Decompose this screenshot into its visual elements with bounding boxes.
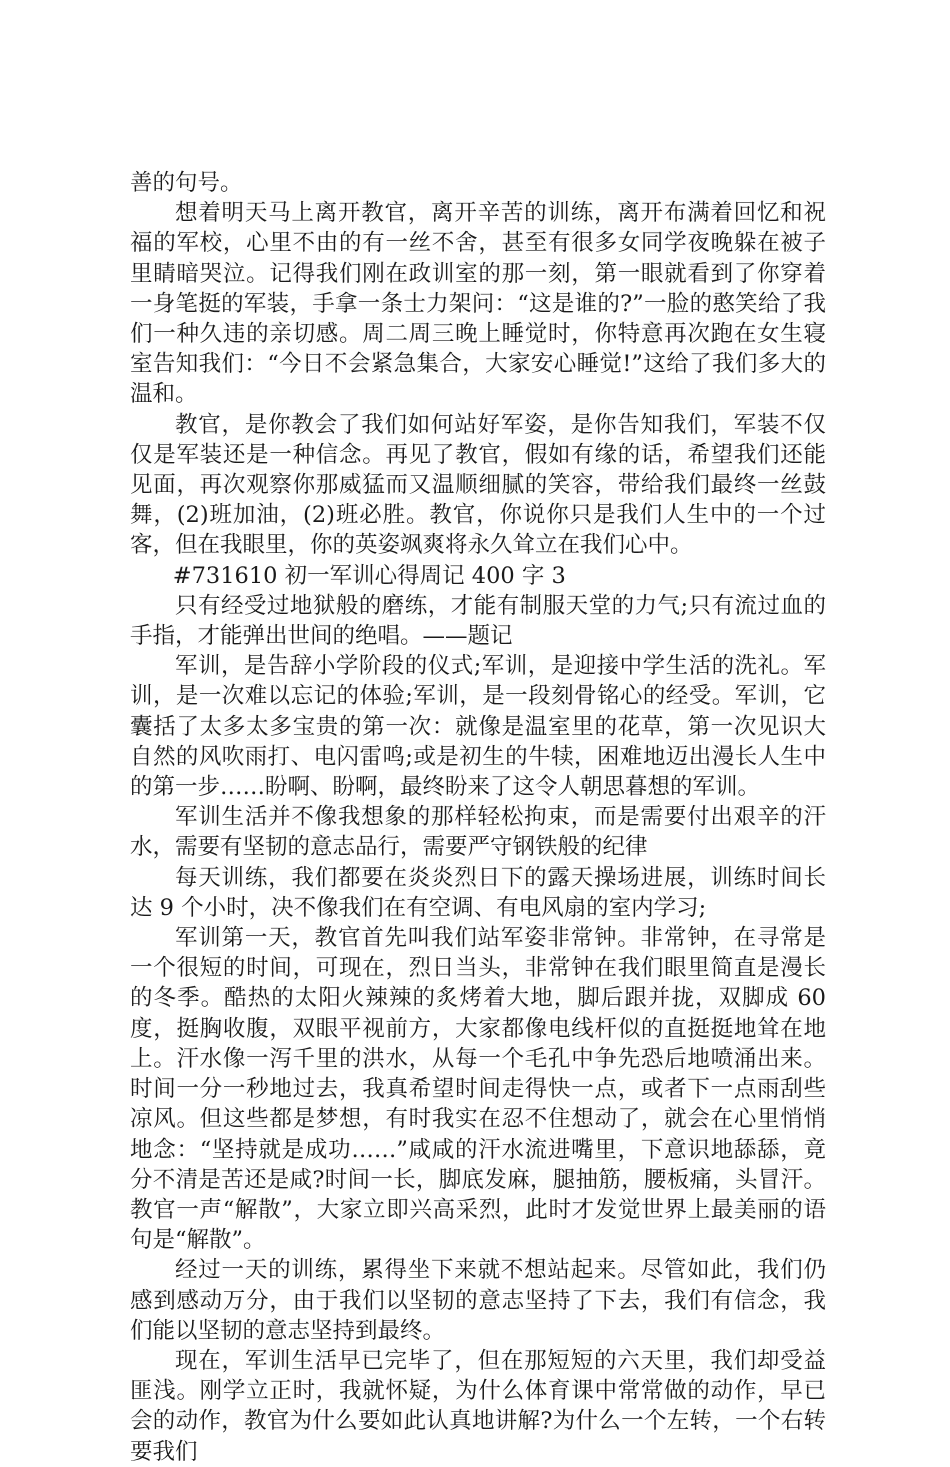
paragraph: 军训第一天，教官首先叫我们站军姿非常钟。非常钟，在寻常是一个很短的时间，可现在，烈日当头，非常钟在我们眼里简直是漫长的冬季。酷热的太阳火辣辣的炙烤着大地，脚后跟并拢，双脚成 60 度，挺胸收腹，双眼平视前方，大家都像电线杆似的直挺挺地耸在地上。汗水像一泻千里的洪水，从每一个毛孔中争先恐后地喷涌出来。时间一分一秒地过去，我真希望时间走得快一点，或者下一点雨刮些凉风。但这些都是梦想，有时我实在忍不住想动了，就会在心里悄悄地念：“坚持就是成功……”咸咸的汗水流进嘴里，下意识地舔舔，竟分不清是苦还是咸?时间一长，脚底发麻，腿抽筋，腰板痛，头冒汗。教官一声“解散”，大家立即兴高采烈，此时才发觉世界上最美丽的语句是“解散”。 — [130, 925, 826, 1254]
paragraph: 经过一天的训练，累得坐下来就不想站起来。尽管如此，我们仍感到感动万分，由于我们以坚韧的意志坚持了下去，我们有信念，我们能以坚韧的意志坚持到最终。 — [130, 1257, 826, 1344]
section-heading: #731610 初一军训心得周记 400 字 3 — [172, 562, 566, 589]
paragraph: 善的句号。 — [130, 170, 243, 196]
paragraph: 每天训练，我们都要在炎炎烈日下的露天操场进展，训练时间长达 9 个小时，决不像我们在有空调、有电风扇的室内学习; — [130, 864, 826, 921]
paragraph: 军训生活并不像我想象的那样轻松拘束，而是需要付出艰辛的汗水，需要有坚韧的意志品行，需要严守钢铁般的纪律 — [130, 804, 826, 861]
epigraph: 只有经受过地狱般的磨练，才能有制服天堂的力气;只有流过血的手指，才能弹出世间的绝唱。——题记 — [130, 592, 826, 650]
paragraph: 军训，是告辞小学阶段的仪式;军训，是迎接中学生活的洗礼。军训，是一次难以忘记的体验;军训，是一段刻骨铭心的经受。军训，它囊括了太多太多宝贵的第一次：就像是温室里的花草，第一次见识大自然的风吹雨打、电闪雷鸣;或是初生的牛犊，困难地迈出漫长人生中的第一步……盼啊、盼啊，最终盼来了这令人朝思暮想的军训。 — [130, 653, 826, 801]
paragraph: 教官，是你教会了我们如何站好军姿，是你告知我们，军装不仅仅是军装还是一种信念。再见了教官，假如有缘的话，希望我们还能见面，再次观察你那威猛而又温顺细腻的笑容，带给我们最终一丝鼓舞，(2)班加油，(2)班必胜。教官，你说你只是我们人生中的一个过客，但在我眼里，你的英姿飒爽将永久耸立在我们心中。 — [130, 411, 826, 559]
document-body — [130, 168, 826, 1467]
paragraph: 想着明天马上离开教官，离开辛苦的训练，离开布满着回忆和祝福的军校，心里不由的有一丝不舍，甚至有很多女同学夜晚躲在被子里睛暗哭泣。记得我们刚在政训室的那一刻，第一眼就看到了你穿着一身笔挺的军装，手拿一条士力架问：“这是谁的?”一脸的憨笑给了我们一种久违的亲切感。周二周三晚上睡觉时，你特意再次跑在女生寝室告知我们：“今日不会紧急集合，大家安心睡觉!”这给了我们多大的温和。 — [130, 200, 826, 408]
paragraph: 现在，军训生活早已完毕了，但在那短短的六天里，我们却受益匪浅。刚学立正时，我就怀疑，为什么体育课中常常做的动作，早已会的动作，教官为什么要如此认真地讲解?为什么一个左转，一个右转要我们 — [130, 1347, 826, 1465]
